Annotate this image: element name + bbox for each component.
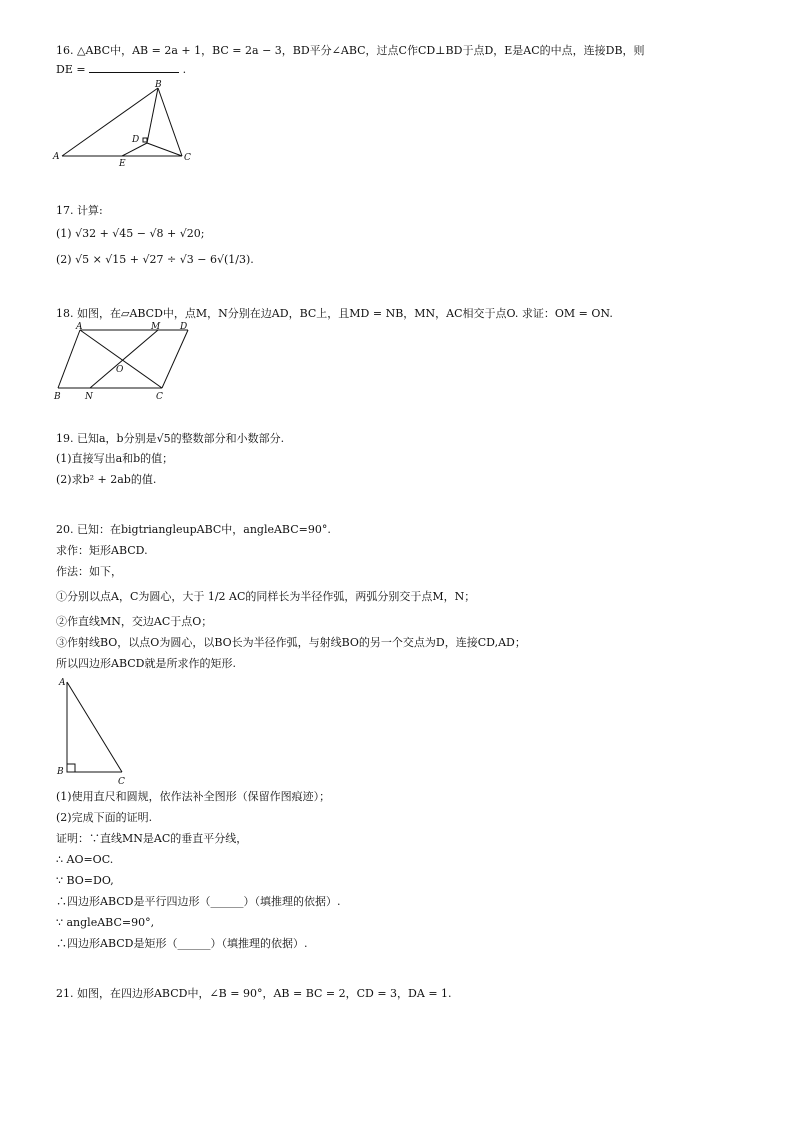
q16-label-b: B	[155, 80, 162, 90]
q20-proof6: ∴四边形ABCD是矩形（______）（填推理的依据）.	[56, 937, 308, 950]
q18-text: 18. 如图，在▱ABCD中，点M，N分别在边AD，BC上，且MD = NB，MN，AC相交于点O. 求证：OM = ON.	[56, 307, 613, 320]
q20-requirement: 求作：矩形ABCD.	[56, 544, 148, 557]
q18-label-d: D	[180, 322, 188, 332]
q20-proof5: ∵ angleABC=90°,	[56, 916, 155, 929]
q20-label-c: C	[118, 777, 125, 787]
q16-label-c: C	[184, 153, 191, 163]
q18-label-c: C	[156, 392, 163, 402]
q20-step3: ③作射线BO，以点O为圆心，以BO长为半径作弧，与射线BO的另一个交点为D，连接CD,AD；	[56, 636, 526, 649]
q16-answer-line	[56, 62, 186, 78]
q20-step4: 所以四边形ABCD就是所求作的矩形.	[56, 657, 236, 670]
q16-label-d: D	[132, 135, 140, 145]
q18-figure	[50, 322, 200, 402]
q20-part1: (1)使用直尺和圆规，依作法补全图形（保留作图痕迹）；	[56, 790, 331, 803]
q20-proof2: ∴ AO=OC.	[56, 853, 114, 866]
q18-label-b: B	[54, 392, 61, 402]
q17-part2: (2) √5 × √15 + √27 ÷ √3 − 6√(1/3).	[56, 253, 254, 266]
q20-proof4: ∴四边形ABCD是平行四边形（______）（填推理的依据）.	[56, 895, 341, 908]
q20-part2: (2)完成下面的证明.	[56, 811, 153, 824]
q20-label-b: B	[57, 767, 64, 777]
q18-label-m: M	[151, 322, 161, 332]
q18-label-o: O	[116, 365, 124, 375]
q16-figure	[50, 80, 200, 170]
q16-text: 16. △ABC中，AB = 2a + 1，BC = 2a − 3，BD平分∠ABC，过点C作CD⊥BD于点D，E是AC的中点，连接DB，则	[56, 44, 645, 57]
q18-label-a: A	[76, 322, 83, 332]
q20-figure	[52, 674, 142, 789]
q20-proof3: ∵ BO=DO,	[56, 874, 114, 887]
q17-title: 17. 计算:	[56, 204, 103, 217]
q16-label-a: A	[53, 152, 60, 162]
q19-part2: (2)求b² + 2ab的值.	[56, 473, 157, 486]
q16-answer-blank[interactable]	[89, 62, 179, 73]
q20-method: 作法：如下，	[56, 565, 122, 578]
q16-period: .	[182, 63, 187, 76]
q20-step2: ②作直线MN，交边AC于点O；	[56, 615, 213, 628]
q20-text: 20. 已知：在bigtriangleupABC中，angleABC=90°.	[56, 523, 331, 536]
q19-text: 19. 已知a，b分别是√5的整数部分和小数部分.	[56, 432, 285, 445]
q20-label-a: A	[59, 678, 66, 688]
q18-label-n: N	[85, 392, 93, 402]
q21-text: 21. 如图，在四边形ABCD中，∠B = 90°，AB = BC = 2，CD = 3，DA = 1.	[56, 987, 452, 1000]
q16-label-e: E	[119, 159, 126, 169]
q17-part1: (1) √32 + √45 − √8 + √20;	[56, 227, 205, 240]
q20-step1: ①分别以点A，C为圆心，大于 1/2 AC的同样长为半径作弧，两弧分别交于点M，N；	[56, 590, 476, 603]
q20-proof1: 证明：∵直线MN是AC的垂直平分线，	[56, 832, 248, 845]
q16-de-label: DE =	[56, 63, 86, 76]
q19-part1: (1)直接写出a和b的值；	[56, 452, 174, 465]
